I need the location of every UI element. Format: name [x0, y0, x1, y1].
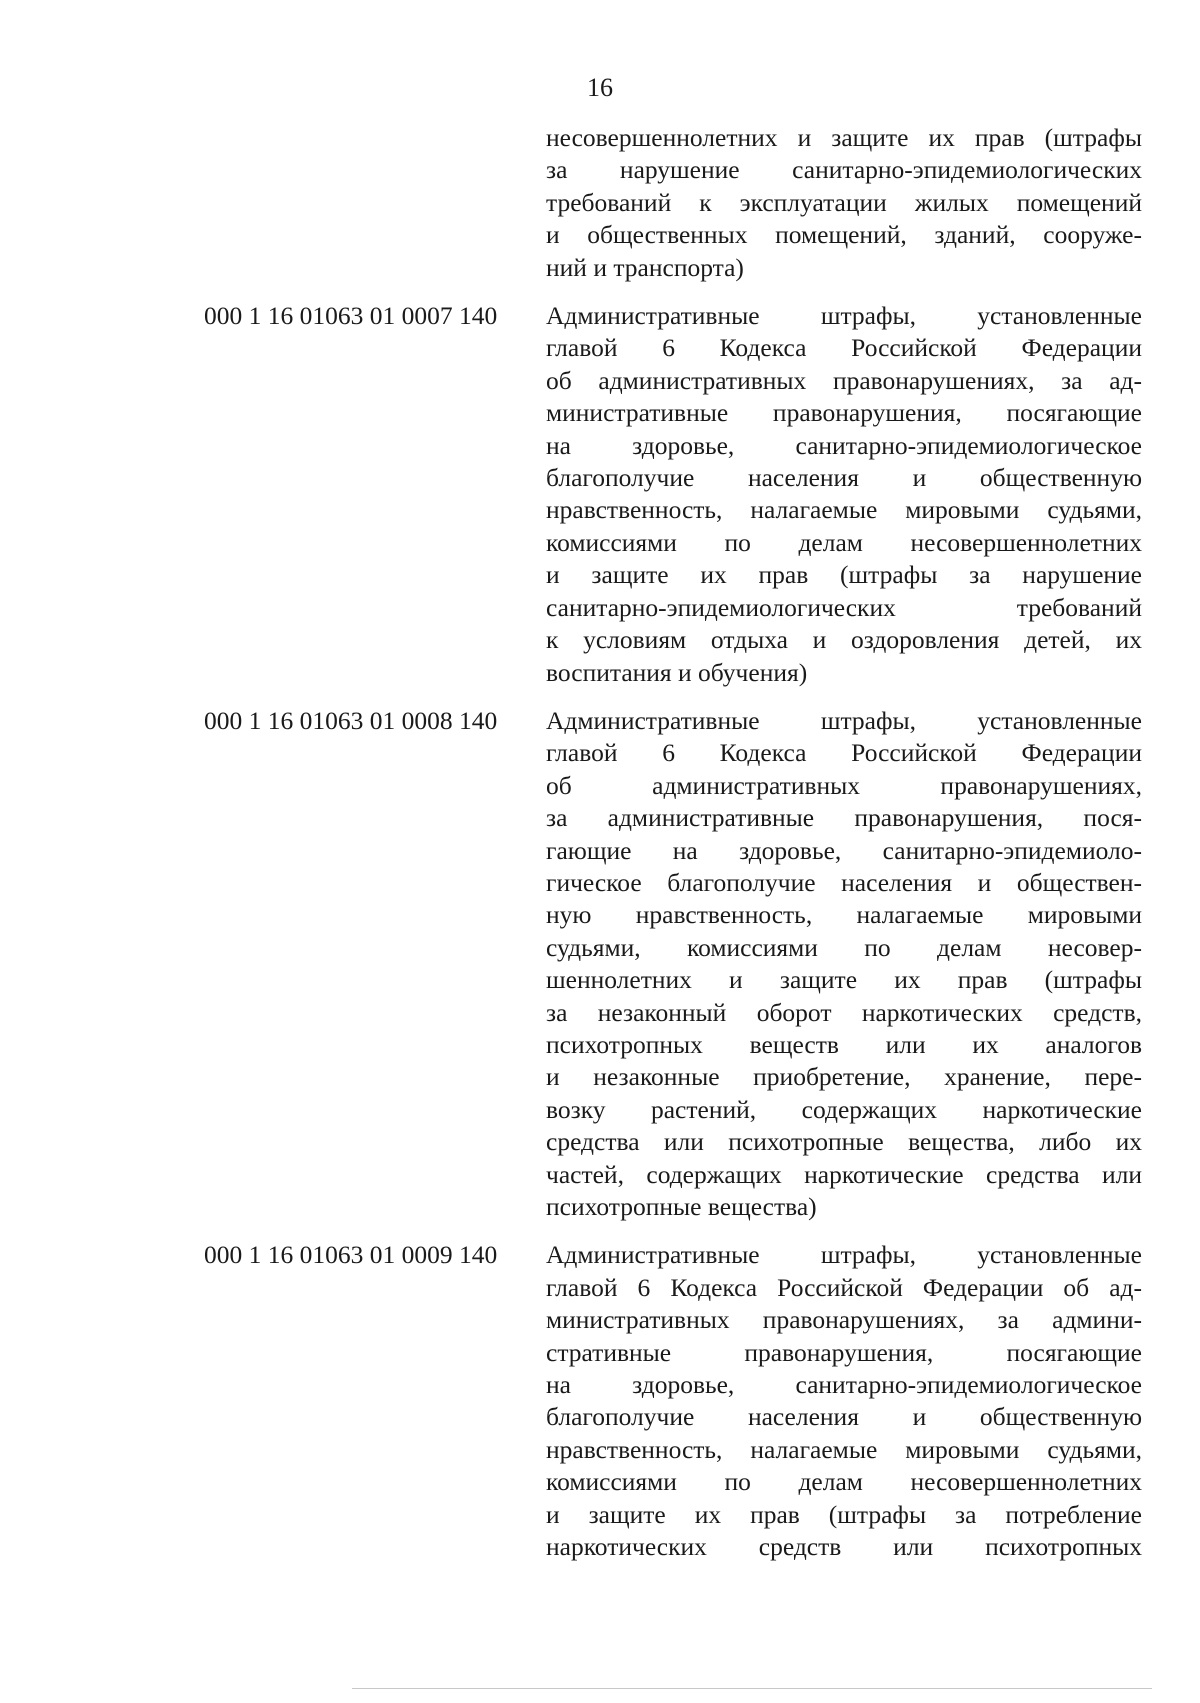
text-line: возку растений, содержащих наркотические [546, 1094, 1142, 1124]
text-line: Административные штрафы, установленные [546, 705, 1142, 735]
text-line: за нарушение санитарно-эпидемиологических [546, 155, 1142, 185]
page-bottom-rule [352, 1688, 1152, 1689]
page-number: 16 [587, 73, 613, 102]
text-line: Административные штрафы, установленные [546, 1240, 1142, 1270]
text-line: нравственность, налагаемые мировыми судьями, [546, 495, 1142, 525]
text-line: комиссиями по делам несовершеннолетних [546, 527, 1142, 557]
text-line: главой 6 Кодекса Российской Федерации [546, 738, 1142, 768]
text-line: гическое благополучие населения и обществен- [546, 867, 1142, 897]
text-line: психотропные вещества) [546, 1192, 817, 1221]
text-line: требований к эксплуатации жилых помещений [546, 187, 1142, 217]
text-line: судьями, комиссиями по делам несовер- [546, 932, 1142, 962]
text-line: частей, содержащих наркотические средства или [546, 1159, 1142, 1189]
text-line: на здоровье, санитарно-эпидемиологическое [546, 1370, 1142, 1400]
text-line: об административных правонарушениях, [546, 770, 1142, 800]
text-line: и незаконные приобретение, хранение, пере- [546, 1062, 1142, 1092]
text-line: ную нравственность, налагаемые мировыми [546, 900, 1142, 930]
text-line: стративные правонарушения, посягающие [546, 1337, 1142, 1367]
text-line: шеннолетних и защите их прав (штрафы [546, 965, 1142, 995]
text-line: и общественных помещений, зданий, сооруже- [546, 220, 1142, 250]
text-line: наркотических средств или психотропных [546, 1532, 1142, 1562]
row-spacer [204, 284, 1144, 300]
table-row [204, 705, 1144, 1224]
text-line: гающие на здоровье, санитарно-эпидемиоло- [546, 835, 1142, 865]
text-line: Административные штрафы, установленные [546, 301, 1142, 331]
text-line: несовершеннолетних и защите их прав (штрафы [546, 123, 1142, 152]
text-line: за незаконный оборот наркотических средств, [546, 997, 1142, 1027]
table-row [204, 300, 1144, 689]
text-line: об административных правонарушениях, за ад- [546, 365, 1142, 395]
text-line: средства или психотропные вещества, либо их [546, 1127, 1142, 1157]
text-line: на здоровье, санитарно-эпидемиологическое [546, 430, 1142, 460]
entry-description [546, 300, 1142, 689]
text-line: министративные правонарушения, посягающие [546, 398, 1142, 428]
row-spacer [204, 689, 1144, 705]
classification-code: 000 1 16 01063 01 0009 140 [204, 1240, 498, 1270]
row-spacer [204, 1223, 1144, 1239]
classification-code: 000 1 16 01063 01 0008 140 [204, 705, 498, 735]
text-line: за административные правонарушения, пося- [546, 803, 1142, 833]
entry-description [546, 705, 1142, 1224]
text-line: воспитания и обучения) [546, 657, 808, 687]
budget-classification-table [204, 122, 1144, 1563]
text-line: ний и транспорта) [546, 252, 744, 282]
classification-code: 000 1 16 01063 01 0007 140 [204, 301, 498, 331]
text-line: министративных правонарушениях, за админи- [546, 1305, 1142, 1335]
table-row [204, 122, 1144, 284]
text-line: благополучие населения и общественную [546, 1402, 1142, 1432]
text-line: благополучие населения и общественную [546, 463, 1142, 493]
text-line: главой 6 Кодекса Российской Федерации об ад- [546, 1272, 1142, 1302]
text-line: санитарно-эпидемиологических требований [546, 592, 1142, 622]
entry-description [546, 122, 1142, 284]
text-line: и защите их прав (штрафы за нарушение [546, 560, 1142, 590]
text-line: комиссиями по делам несовершеннолетних [546, 1467, 1142, 1497]
table-row [204, 1239, 1144, 1563]
text-line: и защите их прав (штрафы за потребление [546, 1499, 1142, 1529]
text-line: психотропных веществ или их аналогов [546, 1029, 1142, 1059]
text-line: главой 6 Кодекса Российской Федерации [546, 333, 1142, 363]
entry-description [546, 1239, 1142, 1563]
text-line: нравственность, налагаемые мировыми судьями, [546, 1434, 1142, 1464]
text-line: к условиям отдыха и оздоровления детей, их [546, 625, 1142, 655]
